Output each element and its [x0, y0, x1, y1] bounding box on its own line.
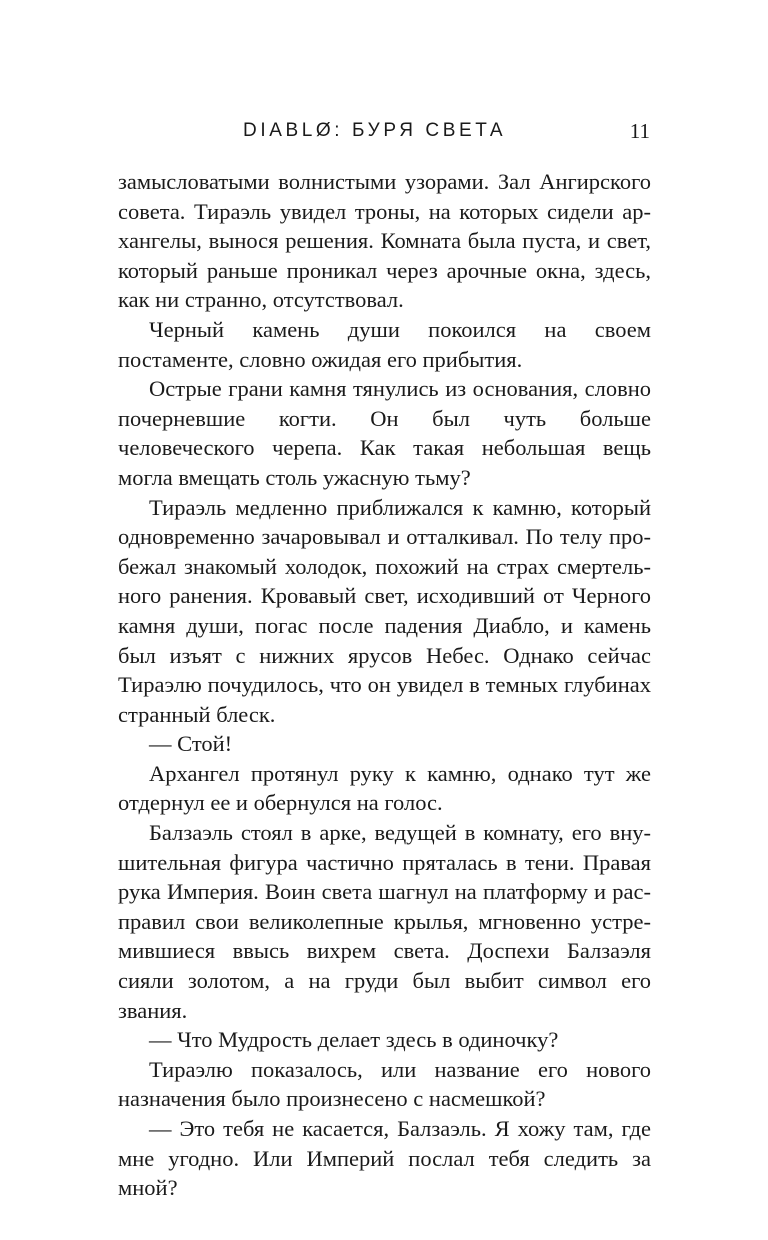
paragraph: Тираэлю показалось, или название его нового назначения было произнесено с насмешкой?	[118, 1056, 651, 1112]
paragraph: Архангел протянул руку к камню, однако тут же отдернул ее и обернулся на голос.	[118, 760, 651, 816]
paragraph: замысловатыми волнистыми узорами. Зал Ангирского совета. Тираэль увидел троны, на которых сидели архангелы, вынося решения. Комната была пуста, и свет, который раньше проникал через арочные окна, здесь, как ни странно, отсутствовал.	[118, 169, 651, 313]
dialogue-line: — Что Мудрость делает здесь в одиночку?	[149, 1027, 559, 1053]
paragraph: Острые грани камня тянулись из основания, словно почерневшие когти. Он был чуть больше человеческого черепа. Как такая небольшая вещь могла вмещать столь ужасную тьму?	[118, 376, 651, 490]
paragraph: Тираэль медленно приближался к камню, который одновременно зачаровывал и отталкивал. По телу пробежал знакомый холодок, похожий на страх смертельного ранения. Кровавый свет, исходивший от Черного камня души, погас после падения Диабло, и камень был изъят с нижних ярусов Небес. Однако сейчас Тираэлю почудилось, что он увидел в темных глубинах странный блеск.	[118, 494, 651, 727]
paragraph: Балзаэль стоял в арке, ведущей в комнату, его внушительная фигура частично пряталась в тени. Правая рука Империя. Воин света шагнул на платформу и расправил свои великолепные крылья, мгновенно устремившиеся ввысь вихрем света. Доспехи Балзаэля сияли золотом, а на груди был выбит символ его звания.	[118, 820, 651, 1023]
running-title: DIABLØ: БУРЯ СВЕТА	[243, 120, 507, 141]
dialogue-line: — Это тебя не касается, Балзаэль. Я хожу там, где мне угодно. Или Империй послал тебя следить за мной?	[118, 1116, 651, 1201]
body-text	[118, 167, 651, 1203]
running-head	[0, 116, 768, 146]
page-number: 11	[629, 119, 650, 143]
dialogue-line: — Стой!	[149, 731, 233, 757]
paragraph: Черный камень души покоился на своем постаменте, словно ожидая его прибытия.	[118, 316, 651, 372]
